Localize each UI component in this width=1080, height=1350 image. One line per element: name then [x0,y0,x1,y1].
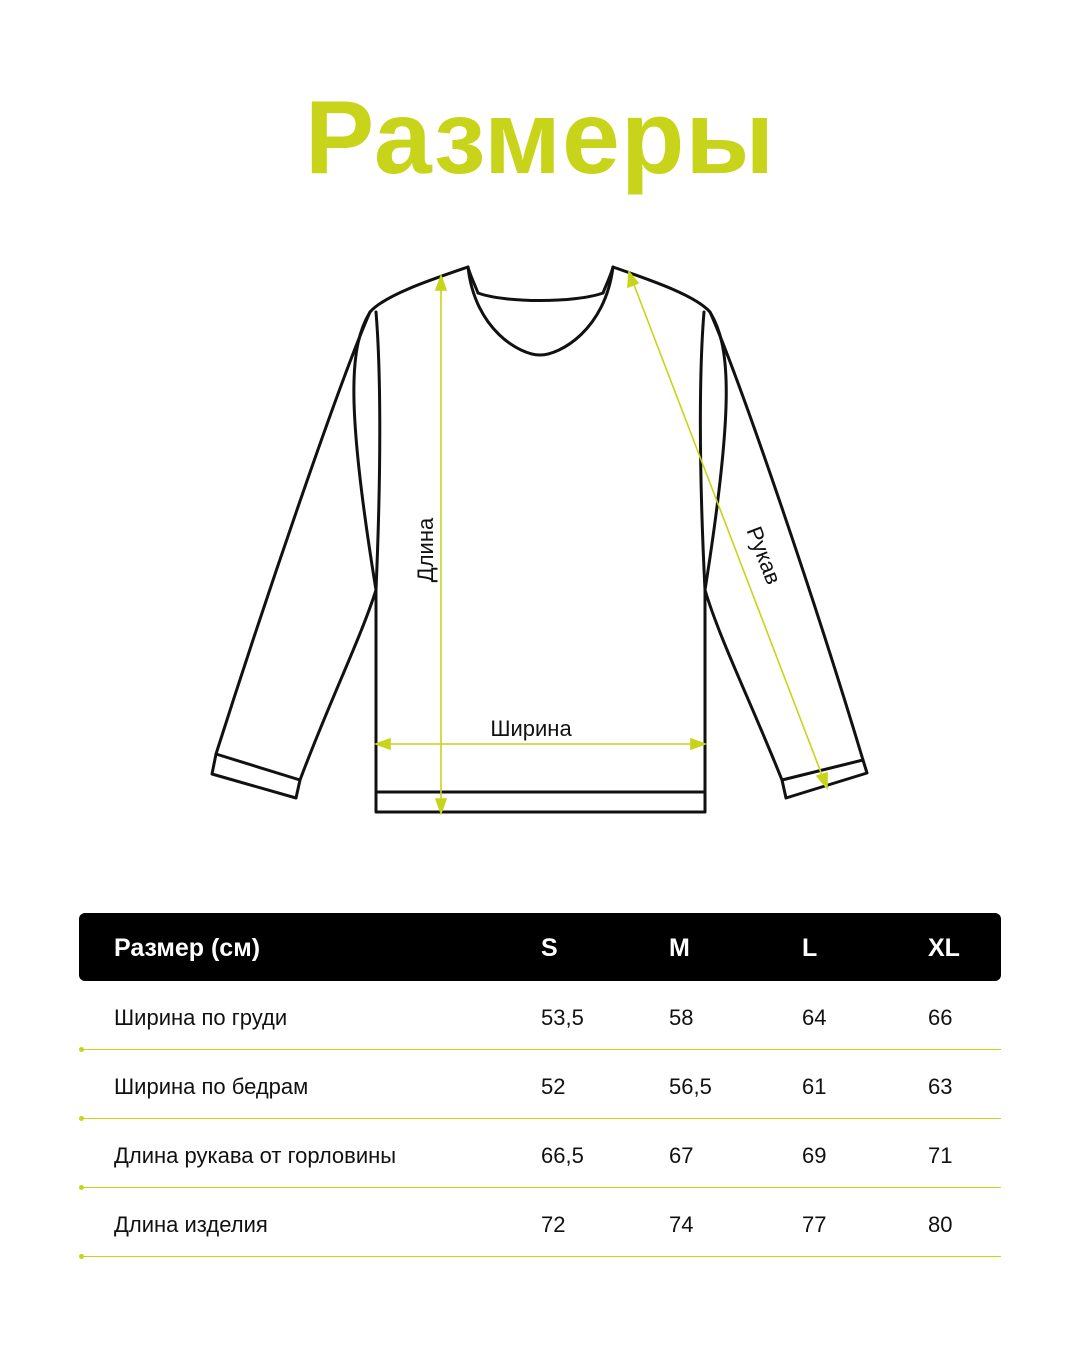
table-header [79,913,1001,981]
cell-l: 77 [802,1212,827,1237]
row-label: Ширина по бедрам [114,1074,309,1099]
table-row [79,981,1001,1050]
table-row [79,1119,1001,1188]
page-title: Размеры [304,80,776,196]
cell-s: 66,5 [541,1143,584,1168]
row-label: Длина изделия [114,1212,268,1237]
cell-xl: 63 [928,1074,953,1099]
length-label: Длина [413,517,438,583]
cell-l: 69 [802,1143,827,1168]
cell-xl: 71 [928,1143,953,1168]
table-row [79,1050,1001,1119]
cell-xl: 66 [928,1005,953,1030]
row-label: Длина рукава от горловины [114,1143,397,1168]
header-xl: XL [928,934,960,962]
row-divider [82,1256,1001,1257]
cell-xl: 80 [928,1212,953,1237]
table-row [79,1188,1001,1257]
cell-s: 52 [541,1074,566,1099]
header-l: L [802,934,818,962]
cell-l: 64 [802,1005,827,1030]
width-label: Ширина [490,716,572,741]
cell-m: 74 [669,1212,694,1237]
divider-dot [79,1254,84,1259]
size-table [79,913,1001,1257]
right-sleeve [705,312,863,780]
header-size: Размер (см) [114,934,261,962]
sleeve-label: Рукав [741,522,787,588]
header-m: M [669,934,690,962]
header-s: S [541,934,558,962]
cell-m: 58 [669,1005,694,1030]
cell-l: 61 [802,1074,827,1099]
cell-s: 53,5 [541,1005,584,1030]
cell-m: 56,5 [669,1074,712,1099]
cell-s: 72 [541,1212,566,1237]
collar-outer [468,267,613,355]
cell-m: 67 [669,1143,694,1168]
collar-inner [478,293,603,301]
left-sleeve [216,312,376,780]
row-label: Ширина по груди [114,1005,288,1030]
collar-rib [468,267,613,293]
